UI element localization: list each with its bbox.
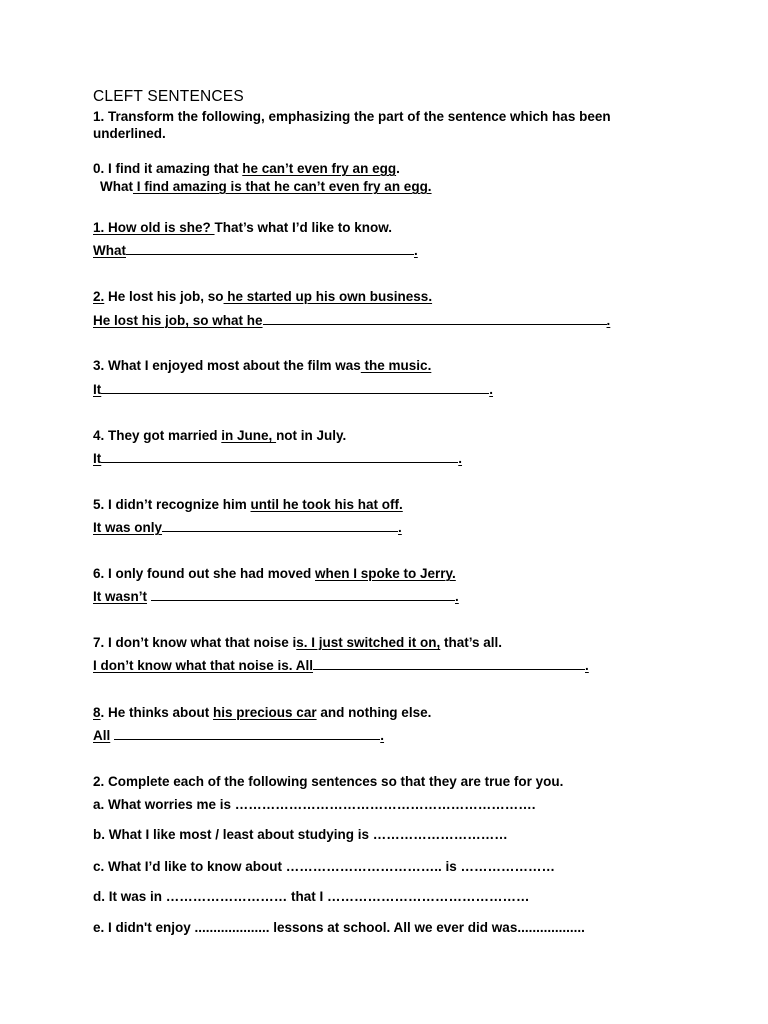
a4-prefix: It xyxy=(93,451,102,466)
q1-underlined: 1. How old is she? xyxy=(93,220,215,235)
part1-instruction: 1. Transform the following, emphasizing the part of the sentence which has been underlined. xyxy=(93,109,611,141)
part2-item-e[interactable]: e. I didn't enjoy .................... lessons at school. All we ever did was.................. xyxy=(93,920,585,935)
question-1 xyxy=(93,219,392,236)
example-sentence xyxy=(93,160,400,177)
example-answer-prefix: What xyxy=(100,179,133,194)
a3-blank[interactable] xyxy=(101,381,489,394)
a6-period: . xyxy=(455,589,459,604)
a7-blank[interactable] xyxy=(313,657,585,670)
a8-period: . xyxy=(380,728,385,743)
a8-prefix: All xyxy=(93,728,111,743)
q7-text: 7. I don’t know what that noise i xyxy=(93,635,297,650)
example-answer-underlined: I find amazing is that he can’t even fry an egg. xyxy=(133,179,432,194)
answer-line-3[interactable] xyxy=(93,381,493,398)
a2-blank[interactable] xyxy=(263,312,607,325)
example-period: . xyxy=(396,161,400,176)
part2-instruction: 2. Complete each of the following sentences so that they are true for you. xyxy=(93,774,564,789)
answer-line-4[interactable] xyxy=(93,450,462,467)
question-8 xyxy=(93,704,431,721)
question-7 xyxy=(93,634,502,651)
answer-line-8[interactable] xyxy=(93,727,384,744)
a3-prefix: It xyxy=(93,382,102,397)
part2-item-b[interactable]: b. What I like most / least about studying is ………………………… xyxy=(93,827,508,842)
q4-text-end: not in July. xyxy=(276,428,347,443)
question-5 xyxy=(93,496,403,513)
part2-item-d[interactable]: d. It was in ……………………… that I ……………………………………… xyxy=(93,889,530,904)
q2-number: 2. xyxy=(93,289,105,304)
a7-prefix: I don’t know what that noise is. All xyxy=(93,658,314,673)
question-6 xyxy=(93,565,456,582)
q2-underlined: he started up his own business. xyxy=(223,289,433,304)
q7-underlined: s. I just switched it on, xyxy=(296,635,441,650)
a1-prefix: What xyxy=(93,243,126,258)
answer-line-1[interactable] xyxy=(93,242,418,259)
q4-underlined: in June, xyxy=(221,428,277,443)
example-answer xyxy=(100,178,432,195)
q8-underlined: his precious car xyxy=(213,705,317,720)
a4-blank[interactable] xyxy=(101,450,458,463)
q3-underlined: the music. xyxy=(360,358,432,373)
answer-line-2[interactable] xyxy=(93,312,610,329)
q7-text-end: that’s all. xyxy=(440,635,503,650)
part2-item-c[interactable]: c. What I’d like to know about …………………………….. is ………………… xyxy=(93,859,556,874)
q6-underlined: when I spoke to Jerry. xyxy=(315,566,456,581)
a2-period: . xyxy=(606,313,611,328)
q5-underlined: until he took his hat off. xyxy=(250,497,403,512)
q6-text: 6. I only found out she had moved xyxy=(93,566,316,581)
part2-item-a[interactable]: a. What worries me is …………………………………………………………. xyxy=(93,797,536,812)
worksheet-title: CLEFT SENTENCES xyxy=(93,88,244,105)
a1-blank[interactable] xyxy=(126,242,414,255)
q1-text: That’s what I’d like to know. xyxy=(214,220,393,235)
answer-line-6[interactable] xyxy=(93,588,459,605)
q3-text: 3. What I enjoyed most about the film was xyxy=(93,358,361,373)
a3-period: . xyxy=(489,382,494,397)
q2-text: He lost his job, so xyxy=(104,289,224,304)
answer-line-7[interactable] xyxy=(93,657,589,674)
q5-text: 5. I didn’t recognize him xyxy=(93,497,251,512)
question-2 xyxy=(93,288,432,305)
question-4 xyxy=(93,427,346,444)
a5-blank[interactable] xyxy=(162,519,398,532)
answer-line-5[interactable] xyxy=(93,519,402,536)
q8-text-end: and nothing else. xyxy=(316,705,432,720)
a4-period: . xyxy=(458,451,463,466)
a6-prefix: It wasn’t xyxy=(93,589,148,604)
a7-period: . xyxy=(585,658,589,673)
question-3 xyxy=(93,357,431,374)
a6-blank[interactable] xyxy=(151,588,455,601)
a8-blank[interactable] xyxy=(114,727,380,740)
a5-prefix: It was only xyxy=(93,520,163,535)
q8-text: . He thinks about xyxy=(100,705,214,720)
a2-prefix: He lost his job, so what he xyxy=(93,313,263,328)
q8-number: 8 xyxy=(93,705,101,720)
q4-text: 4. They got married xyxy=(93,428,222,443)
a1-period: . xyxy=(414,243,418,258)
a5-period: . xyxy=(398,520,402,535)
example-underlined: he can’t even fry an egg xyxy=(242,161,397,176)
example-text: 0. I find it amazing that xyxy=(93,161,243,176)
